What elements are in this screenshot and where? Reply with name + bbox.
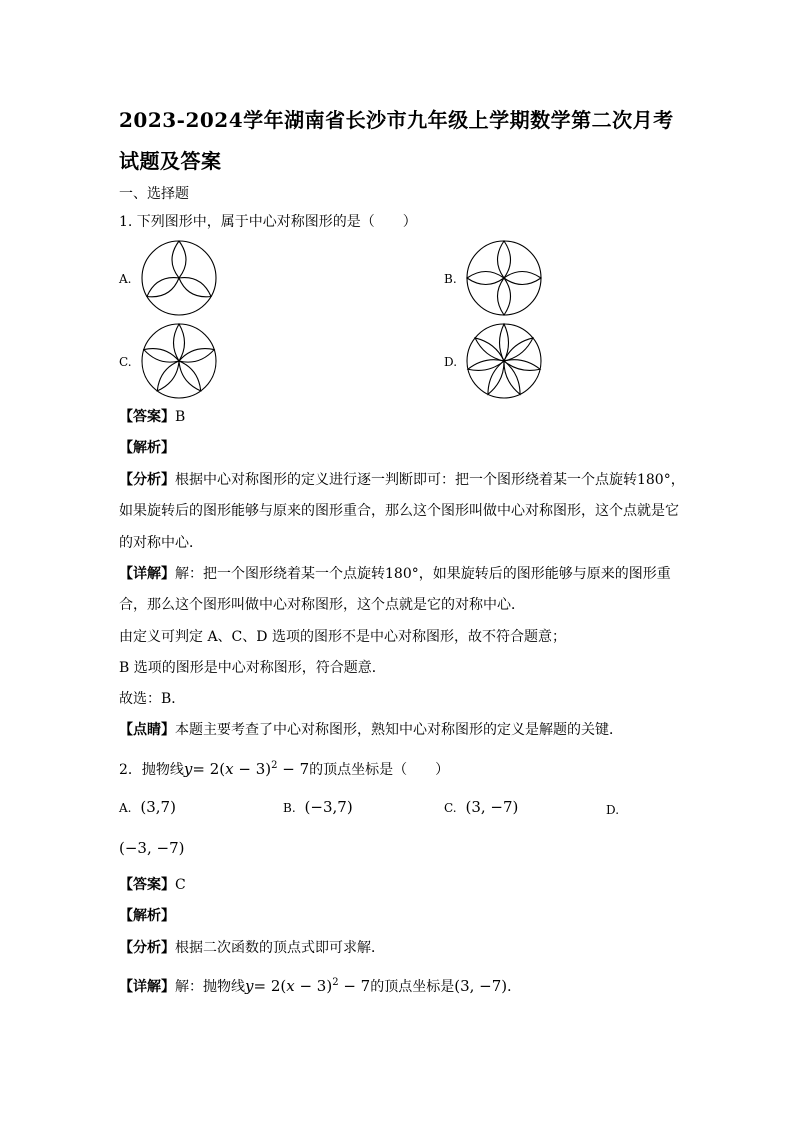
detail-tag: 【详解】 — [119, 566, 175, 582]
answer-value: B — [175, 409, 186, 425]
q2-detail-equation: $y= 2(x - 3)^2 - 7$ — [245, 977, 371, 995]
q2-analysis-tag: 【解析】 — [119, 908, 175, 924]
q1-option-d-label: D. — [444, 355, 458, 369]
q2-option-d-value: (−3, −7) — [119, 839, 185, 857]
q1-detail-line1 — [119, 564, 671, 584]
q1-figure-c — [139, 321, 219, 401]
page-title-line2: 试题及答案 — [119, 149, 222, 173]
q2-option-d-label: D. — [606, 803, 620, 817]
q1-detail-line3: 由定义可判定 A、C、D 选项的图形不是中心对称图形，故不符合题意； — [119, 629, 566, 645]
q1-option-a-label: A. — [119, 272, 132, 286]
q1-fenxi-line3: 的对称中心． — [119, 535, 203, 551]
q1-option-c-label: C. — [119, 355, 132, 369]
q2-option-b: B. (−3,7) — [283, 798, 353, 816]
detail-text: 解：把一个图形绕着某一个点旋转180°，如果旋转后的图形能够与原来的图形重 — [175, 566, 671, 582]
q2-fenxi: 【分析】根据二次函数的顶点式即可求解． — [119, 940, 385, 956]
q2-stem — [119, 756, 449, 780]
q1-stem: 1. 下列图形中，属于中心对称图形的是（ ） — [119, 214, 417, 230]
section-heading: 一、选择题 — [119, 186, 189, 202]
q1-detail-line4: B 选项的图形是中心对称图形，符合题意． — [119, 660, 386, 676]
q1-figure-b — [464, 238, 544, 318]
q2-stem-prefix: 2．抛物线 — [119, 762, 184, 778]
q2-answer: 【答案】C — [119, 877, 186, 893]
q2-option-c: C. (3, −7) — [444, 798, 519, 816]
q1-detail-line5: 故选：B． — [119, 691, 186, 707]
fenxi-text: 根据中心对称图形的定义进行逐一判断即可：把一个图形绕着某一个点旋转180°， — [175, 472, 685, 488]
q1-fenxi-line1 — [119, 470, 685, 490]
q2-equation: $y= 2(x - 3)^2 - 7$ — [183, 760, 310, 778]
q1-detail-line2: 合，那么这个图形叫做中心对称图形，这个点就是它的对称中心． — [119, 597, 525, 613]
q1-answer — [119, 407, 185, 427]
fenxi-tag: 【分析】 — [119, 472, 175, 488]
q2-stem-suffix: 的顶点坐标是（ ） — [309, 762, 450, 778]
q2-detail: 【详解】解：抛物线$y= 2(x - 3)^2 - 7$的顶点坐标是(3, −7)． — [119, 977, 522, 995]
dianjing-text: 本题主要考查了中心对称图形，熟知中心对称图形的定义是解题的关键． — [175, 722, 623, 738]
q1-option-b-label: B. — [444, 272, 457, 286]
answer-tag: 【答案】 — [119, 409, 175, 425]
q1-figure-d — [464, 321, 544, 401]
q2-option-a: A. (3,7) — [119, 798, 176, 816]
dianjing-tag: 【点睛】 — [119, 722, 175, 738]
q1-fenxi-line2: 如果旋转后的图形能够与原来的图形重合，那么这个图形叫做中心对称图形，这个点就是它 — [119, 503, 679, 519]
page-title-line1: 2023-2024学年湖南省长沙市九年级上学期数学第二次月考 — [119, 108, 674, 132]
q1-analysis-tag: 【解析】 — [119, 440, 175, 456]
q1-dianjing — [119, 720, 623, 740]
q1-figure-a — [139, 238, 219, 318]
